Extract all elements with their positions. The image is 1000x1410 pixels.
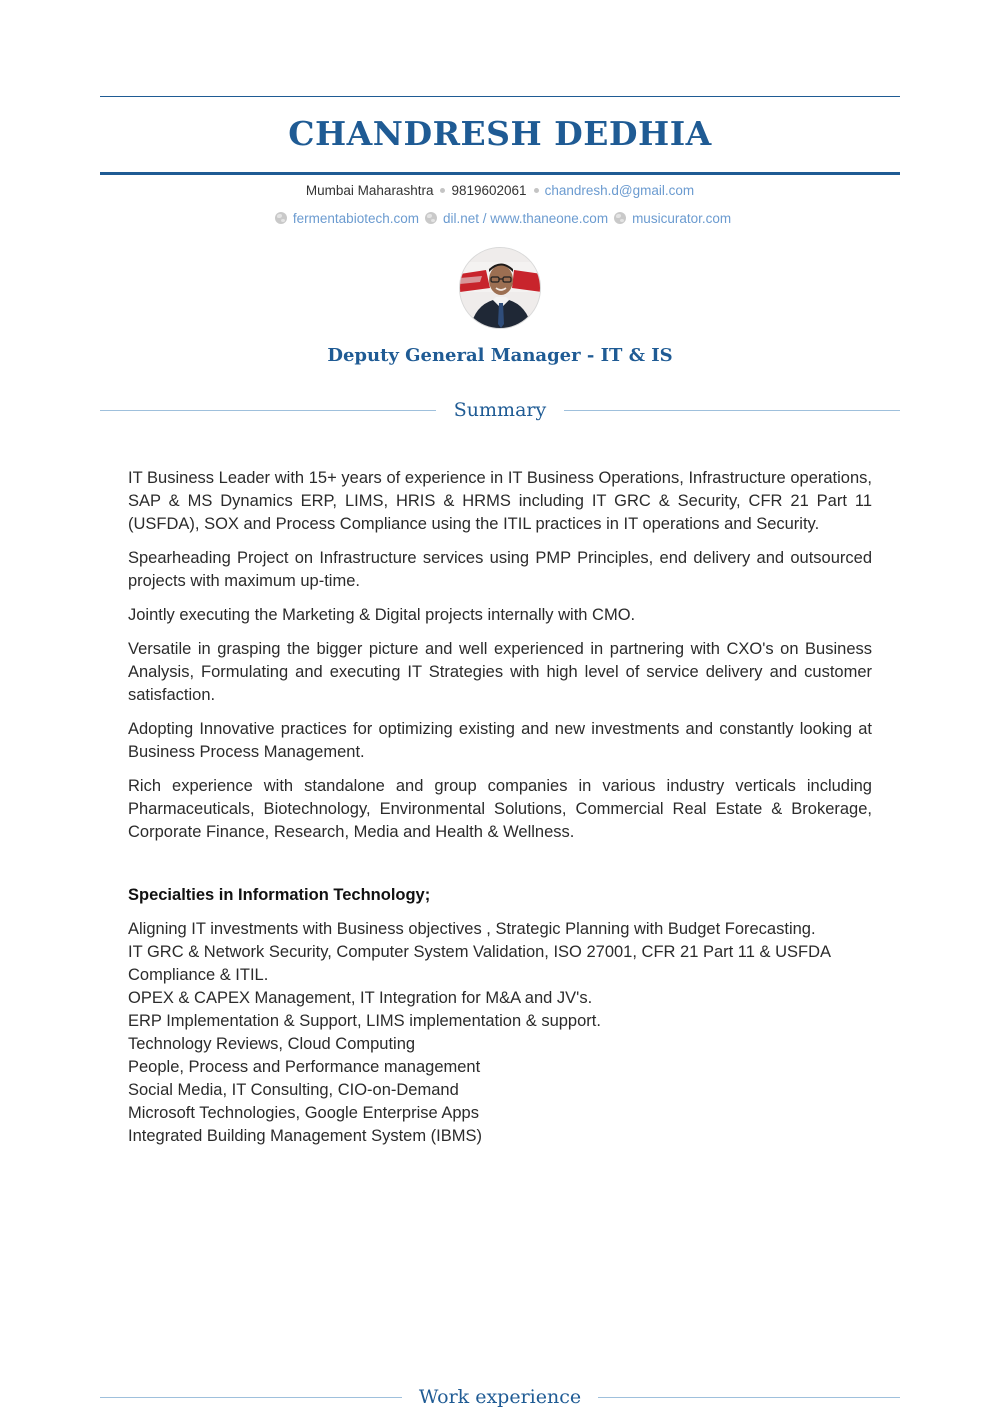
location-text: Mumbai Maharashtra	[305, 183, 434, 198]
specialty-item: Integrated Building Management System (IBMS)	[128, 1127, 483, 1145]
specialty-item: Compliance & ITIL.	[128, 966, 269, 984]
website-link-3[interactable]: musicurator.com	[632, 211, 732, 226]
specialties-title: Specialties in Information Technology;	[128, 886, 431, 904]
specialty-item: Microsoft Technologies, Google Enterprise Apps	[128, 1104, 479, 1122]
profile-photo-image	[460, 248, 541, 329]
work-experience-section-heading	[100, 1384, 900, 1410]
header-top-rule	[100, 96, 900, 97]
specialty-item: People, Process and Performance management	[128, 1058, 481, 1076]
specialty-item: IT GRC & Network Security, Computer System Validation, ISO 27001, CFR 21 Part 11 & USFDA	[128, 943, 832, 961]
website-link-2[interactable]: dil.net / www.thaneone.com	[442, 211, 609, 226]
globe-icon	[614, 212, 626, 224]
job-title: Deputy General Manager - IT & IS	[327, 345, 673, 366]
work-experience-heading-label: Work experience	[418, 1386, 582, 1408]
summary-heading-label: Summary	[453, 399, 547, 421]
contact-info-line	[100, 182, 900, 200]
phone-text: 9819602061	[451, 183, 527, 198]
bullet-dot-icon	[534, 188, 539, 193]
globe-icon	[425, 212, 437, 224]
specialty-item: ERP Implementation & Support, LIMS implementation & support.	[128, 1012, 601, 1030]
website-links-line	[100, 210, 900, 228]
specialty-item: Social Media, IT Consulting, CIO-on-Demand	[128, 1081, 459, 1099]
specialty-item: Aligning IT investments with Business objectives , Strategic Planning with Budget Forecasting.	[128, 920, 816, 938]
summary-section-heading	[100, 397, 900, 423]
specialties-list	[128, 918, 872, 1148]
header-bottom-rule	[100, 172, 900, 175]
website-link-1[interactable]: fermentabiotech.com	[292, 211, 419, 226]
specialty-item: Technology Reviews, Cloud Computing	[128, 1035, 416, 1053]
profile-photo	[459, 247, 541, 329]
email-link[interactable]: chandresh.d@gmail.com	[544, 183, 695, 198]
candidate-name: CHANDRESH DEDHIA	[288, 114, 712, 153]
globe-icon	[275, 212, 287, 224]
summary-text	[128, 467, 872, 855]
summary-paragraph: Rich experience with standalone and group companies in various industry verticals including Pharmaceuticals, Biotechnology, Environmental Solutions, Commercial Real Estate & Brokerage, Corporate Finance, Research, Media and Health & Wellness.	[128, 777, 872, 841]
specialty-item: OPEX & CAPEX Management, IT Integration for M&A and JV's.	[128, 989, 593, 1007]
summary-paragraph: Adopting Innovative practices for optimizing existing and new investments and constantly looking at Business Process Management.	[128, 720, 872, 761]
summary-paragraph: Jointly executing the Marketing & Digital projects internally with CMO.	[128, 606, 636, 624]
summary-paragraph: Versatile in grasping the bigger picture and well experienced in partnering with CXO's on Business Analysis, Formulating and executing IT Strategies with high level of service delivery and customer satisfaction.	[128, 640, 872, 704]
bullet-dot-icon	[440, 188, 445, 193]
summary-paragraph: IT Business Leader with 15+ years of experience in IT Business Operations, Infrastructure operations, SAP & MS Dynamics ERP, LIMS, HRIS & HRMS including IT GRC & Security, CFR 21 Part 11 (USFDA), SOX and Process Compliance using the ITIL practices in IT operations and Security.	[128, 469, 872, 533]
summary-paragraph: Spearheading Project on Infrastructure services using PMP Principles, end delivery and outsourced projects with maximum up-time.	[128, 549, 872, 590]
